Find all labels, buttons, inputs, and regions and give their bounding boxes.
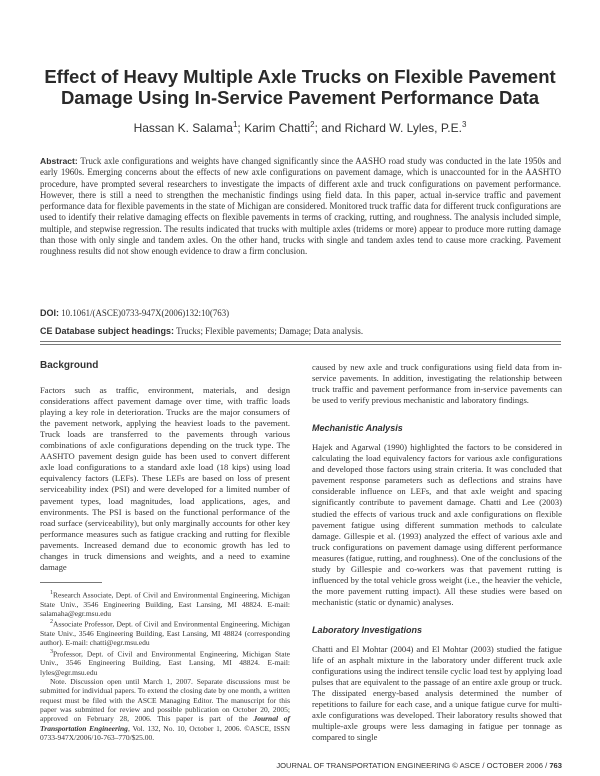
subject-headings-value: Trucks; Flexible pavements; Damage; Data analysis. [176, 326, 364, 336]
author-list [36, 120, 564, 135]
section-divider [40, 341, 561, 342]
footnote-3 [40, 648, 290, 677]
footnote-marker: 3 [50, 648, 53, 655]
footnote-2 [40, 618, 290, 647]
section-divider [40, 344, 561, 345]
author-affiliation-marker: 1 [232, 120, 238, 129]
abstract [40, 156, 561, 258]
subject-headings [40, 326, 561, 336]
author-name: Richard W. Lyles, P.E. [344, 121, 462, 135]
abstract-label: Abstract: [40, 156, 78, 166]
author-affiliation-marker: 2 [310, 120, 315, 129]
page-footer [270, 761, 562, 770]
footnote-text: Professor, Dept. of Civil and Environmental Engineering, Michigan State Univ., 3546 Engineering Building, East Lansing, MI 48824. E-mail: lyles@egr.msu.edu [40, 649, 290, 677]
doi-value[interactable]: 10.1061/(ASCE)0733-947X(2006)132:10(763) [61, 308, 230, 318]
discussion-note [40, 677, 290, 742]
author-affiliation-marker: 3 [461, 120, 467, 129]
note-journal-name: Journal of Transportation Engineering [40, 714, 291, 733]
author-name: Hassan K. Salama [133, 121, 233, 135]
continued-paragraph: caused by new axle and truck configurations using field data from in-service pavements. In addition, investigating the relationship between truck traffic and pavement performance from in-service pavements can be used to verify previous mechanistic and laboratory findings. [312, 362, 562, 406]
left-column [40, 360, 290, 742]
footnote-divider [40, 582, 102, 583]
abstract-text: Truck axle configurations and weights have changed significantly since the AASHO road study was conducted in the late 1950s and early 1960s. Emerging concerns about the effects of new axle configurations on pavement damage, which is unaccounted for in the AASHTO procedure, have prompted several researchers to investigate the impacts of different axle and truck configurations on pavement performance. However, there is still a need to strengthen the mechanistic findings using field data. In this paper, actual in-service traffic and pavement performance data for flexible pavements in the state of Michigan are considered. Monitored truck traffic data for different truck configurations are used to identify their relative damaging effects on flexible pavements in terms of cracking, rutting, and roughness. The analysis included simple, multiple, and stepwise regression. The results indicated that trucks with multiple axles (tridems or more) appear to produce more rutting damage than those with only single and tandem axles. On the other hand, trucks with single and tandem axles tend to cause more cracking. Pavement roughness results did not show enough evidence to draw a firm conclusion. [40, 156, 562, 257]
right-column [312, 362, 562, 743]
footnote-1 [40, 589, 290, 618]
page-number: 763 [549, 761, 562, 770]
section-heading-laboratory-investigations: Laboratory Investigations [312, 624, 423, 635]
footnote-text: Research Associate, Dept. of Civil and Environmental Engineering, Michigan State Univ., 3546 Engineering Building, East Lansing, MI 48824. E-mail: salamaha@egr.msu.edu [40, 590, 290, 618]
note-text: , Vol. 132, No. 10, October 1, 2006. ©ASCE, ISSN 0733-947X/2006/10-763–770/$25.00. [40, 723, 290, 742]
footnote-marker: 1 [50, 589, 53, 596]
doi-label: DOI: [40, 308, 59, 318]
subject-headings-label: CE Database subject headings: [40, 326, 175, 336]
mechanistic-paragraph: Hajek and Agarwal (1990) highlighted the factors to be considered in calculating the load equivalency factors for various axle configurations and developed those factors using strain criteria. It was concluded that pavement response parameters such as deflections and strains have considerable influence on LEFs, and that axle weight and spacing significantly contribute to pavement damage. Chatti and Lee (2003) studied the effects of various truck and axle configurations on flexible pavement fatigue using different summation methods to calculate damage. Gillespie et al. (1993) analyzed the effect of various axle and truck configurations on pavement damage using different performance measures (fatigue, rutting, and roughness). One of the conclusions of the study by Gillespie and co-workers was that pavement rutting is influenced by the total vehicle gross weight (i.e., the heavier the vehicle, the more pavement rutting impact). All these studies were based on mechanistic (static or dynamic) analyses. [312, 442, 562, 607]
doi-line [40, 308, 561, 318]
author-name: Karim Chatti [244, 121, 311, 135]
laboratory-paragraph: Chatti and El Mohtar (2004) and El Mohtar (2003) studied the fatigue life of an asphalt mixture in the laboratory under different truck axle configurations using the indirect tensile cyclic load test by applying load pulses that are equivalent to the passage of an entire axle group or truck. The dissipated energy-based analysis determined the number of repetitions to failure for each case, and a unique fatigue curve for multi-axle configurations was developed. Their laboratory results showed that multiple-axle groups were less damaging in fatigue per tonnage as compared to single [312, 643, 562, 743]
footer-journal: JOURNAL OF TRANSPORTATION ENGINEERING © ASCE / OCTOBER 2006 / [276, 761, 550, 770]
note-text: Note. Discussion open until March 1, 2007. Separate discussions must be submitted for individual papers. To extend the closing date by one month, a written request must be filed with the ASCE Managing Editor. The manuscript for this paper was submitted for review and possible publication on October 20, 2005; approved on February 28, 2006. This paper is part of the [40, 677, 290, 724]
author-separator: ; [237, 121, 245, 135]
background-paragraph: Factors such as traffic, environment, materials, and design considerations affect pavement damage over time, with traffic loads playing a key role in deterioration. Trucks are the major consumers of the pavement network, applying the heaviest loads to the pavement. Truck loads are transferred to the pavements through various combinations of axle configurations depending on the truck type. The AASHTO pavement design guide has been used to convert different axle load configurations to a standard axle load (18 kips) using load equivalency factors (LEFs). These LEFs are based on loss of present serviceability index (PSI) and were developed for a limited number of pavement types, load magnitudes, load applications, ages, and environments. The PSI is based on the functional performance of the road surface (serviceability), but only marginally accounts for other key performance measures such as fatigue cracking and rutting for flexible pavements. Increased demand due to economic growth has led to changes in truck dimensions and weights, and a need to examine damage [40, 385, 290, 572]
footnote-marker: 2 [50, 619, 53, 626]
section-heading-background: Background [40, 360, 99, 371]
author-separator: ; and [314, 121, 345, 135]
paper-title: Effect of Heavy Multiple Axle Trucks on Flexible Pavement Damage Using In-Service Pavement Performance Data [44, 66, 556, 108]
section-heading-mechanistic-analysis: Mechanistic Analysis [312, 423, 403, 434]
footnote-text: Associate Professor, Dept. of Civil and Environmental Engineering, Michigan State Univ., 3546 Engineering Building, East Lansing, MI 48824 (corresponding author). E-mail: chatti@egr.msu.edu [40, 619, 290, 648]
